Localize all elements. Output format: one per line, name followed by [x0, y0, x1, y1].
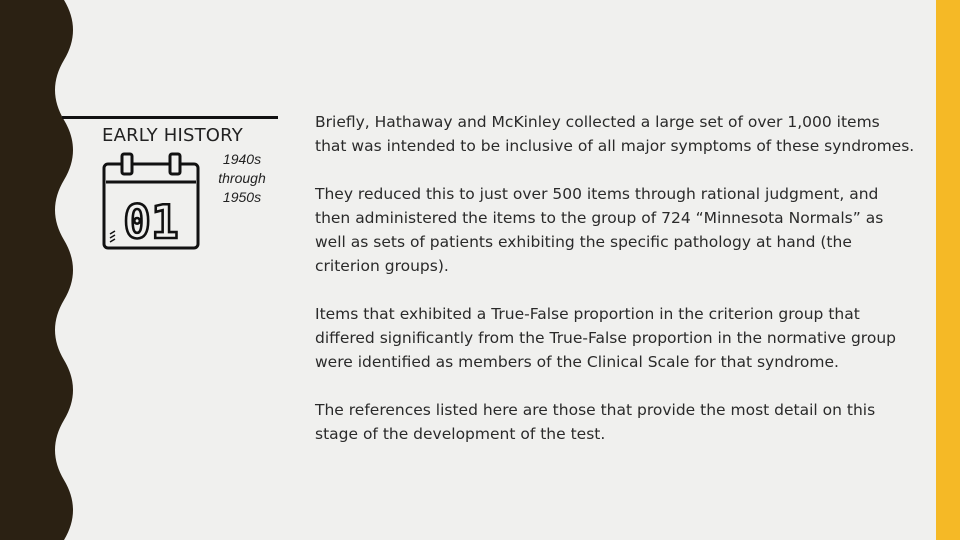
title-underline [62, 116, 278, 119]
date-start: 1940s [222, 151, 262, 167]
date-through: through [218, 170, 266, 186]
calendar-number: 01 [123, 195, 179, 249]
left-decorative-band [0, 0, 80, 540]
paragraph-3: Items that exhibited a True-False proportion in the criterion group that differed significantly from the True-False proportion in the normative group were identified as members of the Clinical Scale for that syndrome. [315, 305, 896, 371]
paragraph-4: The references listed here are those that provide the most detail on this stage of the development of the test. [315, 401, 876, 443]
paragraph-1: Briefly, Hathaway and McKinley collected a large set of over 1,000 items that was intended to be inclusive of all major symptoms of these syndromes. [315, 113, 915, 155]
date-range [200, 150, 284, 207]
paragraph-2: They reduced this to just over 500 items through rational judgment, and then administered the items to the group of 724 “Minnesota Normals” as well as sets of patients exhibiting the specific pathology at hand (the criterion groups). [315, 185, 884, 275]
right-accent-band [936, 0, 960, 540]
slide-title: EARLY HISTORY [102, 125, 243, 146]
body-text [315, 110, 915, 470]
date-end: 1950s [222, 189, 262, 205]
calendar-01-icon [100, 150, 206, 254]
